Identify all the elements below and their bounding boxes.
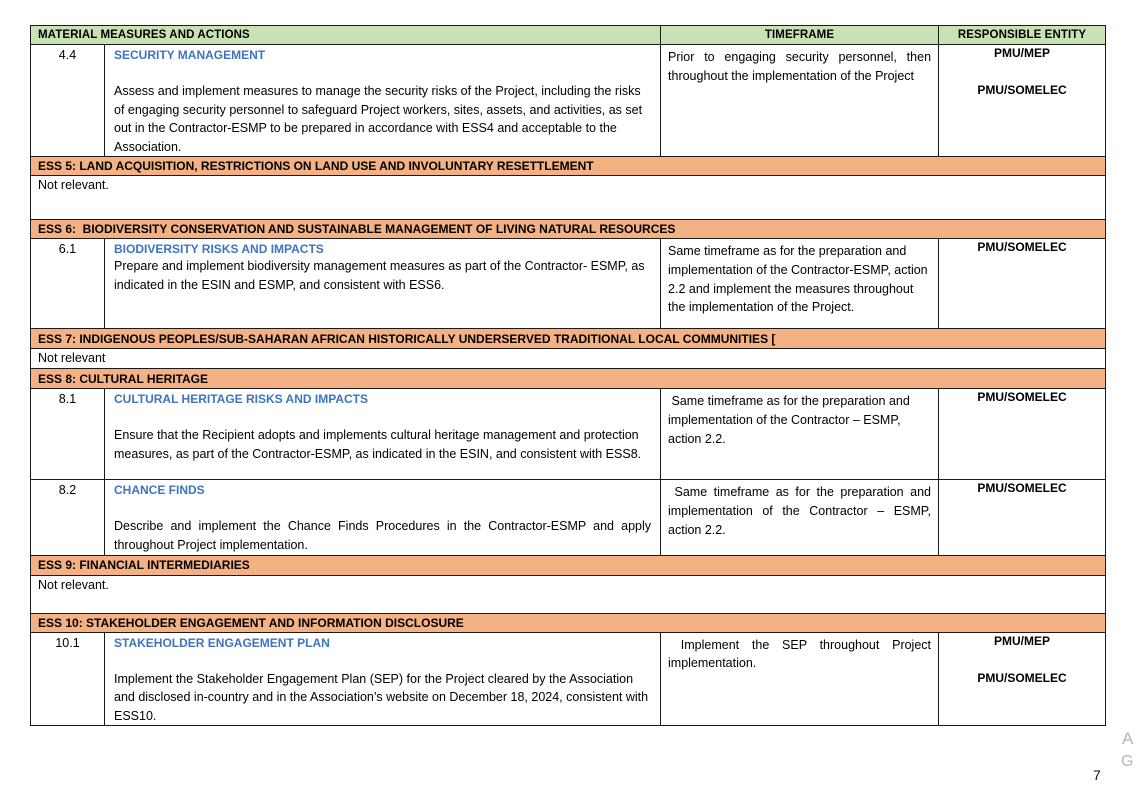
action-row-6-1 (31, 239, 1106, 329)
note-text: Not relevant. (31, 176, 1106, 220)
timeframe-text: Prior to engaging security personnel, then throughout the implementation of the Project (661, 45, 939, 157)
column-header-responsible: RESPONSIBLE ENTITY (939, 26, 1106, 45)
note-row-ess7 (31, 349, 1106, 369)
responsible-entity: PMU/SOMELEC (977, 240, 1067, 255)
section-row-ess10 (31, 613, 1106, 632)
action-body: Prepare and implement biodiversity management measures as part of the Contractor- ESMP, as indicated in the ESIN and ESMP, and consistent with ESS6. (114, 259, 645, 292)
action-body: Implement the Stakeholder Engagement Plan (SEP) for the Project cleared by the Association and disclosed in-country and in the Association’s website on December 18, 2024, consistent with ESS10. (114, 671, 649, 723)
note-row-ess9 (31, 575, 1106, 613)
note-row-ess5 (31, 176, 1106, 220)
action-title: CHANCE FINDS (114, 483, 205, 498)
action-row-8-1 (31, 389, 1106, 480)
action-title: STAKEHOLDER ENGAGEMENT PLAN (114, 635, 330, 650)
action-title: CULTURAL HERITAGE RISKS AND IMPACTS (114, 392, 368, 407)
section-label: ESS 10: STAKEHOLDER ENGAGEMENT AND INFORMATION DISCLOSURE (31, 613, 1106, 632)
section-label: ESS 8: CULTURAL HERITAGE (31, 369, 1106, 389)
responsible-entity: PMU/SOMELEC (977, 390, 1067, 405)
responsible-entity-cell (939, 389, 1106, 480)
timeframe-text: Implement the SEP throughout Project implementation. (661, 632, 939, 726)
section-label: ESS 5: LAND ACQUISITION, RESTRICTIONS ON LAND USE AND INVOLUNTARY RESETTLEMENT (31, 157, 1106, 176)
margin-artifact-letter: G (1121, 753, 1134, 770)
page-number: 7 (1093, 767, 1101, 783)
section-row-ess7 (31, 329, 1106, 349)
column-header-measures: MATERIAL MEASURES AND ACTIONS (31, 26, 661, 45)
action-title: BIODIVERSITY RISKS AND IMPACTS (114, 242, 324, 257)
section-row-ess8 (31, 369, 1106, 389)
timeframe-text: Same timeframe as for the preparation and implementation of the Contractor – ESMP, action 2.2. (661, 480, 939, 555)
responsible-entity-cell (939, 45, 1106, 157)
action-number: 8.1 (31, 389, 105, 480)
action-row-4-4 (31, 45, 1106, 157)
responsible-entity: PMU/SOMELEC (977, 481, 1067, 496)
action-number: 4.4 (31, 45, 105, 157)
column-header-timeframe: TIMEFRAME (661, 26, 939, 45)
action-body: Describe and implement the Chance Finds Procedures in the Contractor-ESMP and apply throughout Project implementation. (114, 519, 652, 552)
responsible-entity-cell (939, 632, 1106, 726)
action-number: 10.1 (31, 632, 105, 726)
responsible-entity-cell (939, 480, 1106, 555)
table-header-row (31, 26, 1106, 45)
action-row-10-1 (31, 632, 1106, 726)
note-text: Not relevant. (31, 575, 1106, 613)
action-title: SECURITY MANAGEMENT (114, 48, 266, 62)
section-row-ess5 (31, 157, 1106, 176)
timeframe-text: Same timeframe as for the preparation and implementation of the Contractor – ESMP, action 2.2. (661, 389, 939, 480)
action-row-8-2 (31, 480, 1106, 555)
escp-table (30, 25, 1106, 726)
section-label: ESS 6: BIODIVERSITY CONSERVATION AND SUSTAINABLE MANAGEMENT OF LIVING NATURAL RESOURCES (31, 220, 1106, 239)
action-number: 8.2 (31, 480, 105, 555)
section-label: ESS 9: FINANCIAL INTERMEDIARIES (31, 555, 1106, 575)
margin-artifact-letter: A (1122, 729, 1134, 748)
action-body: Assess and implement measures to manage the security risks of the Project, including the risks of engaging security personnel to safeguard Project workers, sites, assets, and activities, as set out in the Contractor-ESMP to be prepared in accordance with ESS4 and acceptable to the Association. (114, 84, 643, 154)
responsible-entity: PMU/SOMELEC (977, 83, 1067, 97)
responsible-entity: PMU/MEP (994, 46, 1051, 60)
timeframe-text: Same timeframe as for the preparation and implementation of the Contractor-ESMP, action 2.2 and implement the measures throughout the implementation of the Project. (661, 239, 939, 329)
action-body: Ensure that the Recipient adopts and implements cultural heritage management and protection measures, as part of the Contractor-ESMP, as indicated in the ESIN, and consistent with ESS8. (114, 428, 642, 461)
section-label: ESS 7: INDIGENOUS PEOPLES/SUB-SAHARAN AFRICAN HISTORICALLY UNDERSERVED TRADITIONAL LOCAL COMMUNITIES [ (31, 329, 1106, 349)
section-row-ess9 (31, 555, 1106, 575)
responsible-entity: PMU/MEP (994, 633, 1051, 648)
responsible-entity: PMU/SOMELEC (977, 670, 1067, 685)
responsible-entity-cell (939, 239, 1106, 329)
action-number: 6.1 (31, 239, 105, 329)
section-row-ess6 (31, 220, 1106, 239)
note-text: Not relevant (31, 349, 1106, 369)
